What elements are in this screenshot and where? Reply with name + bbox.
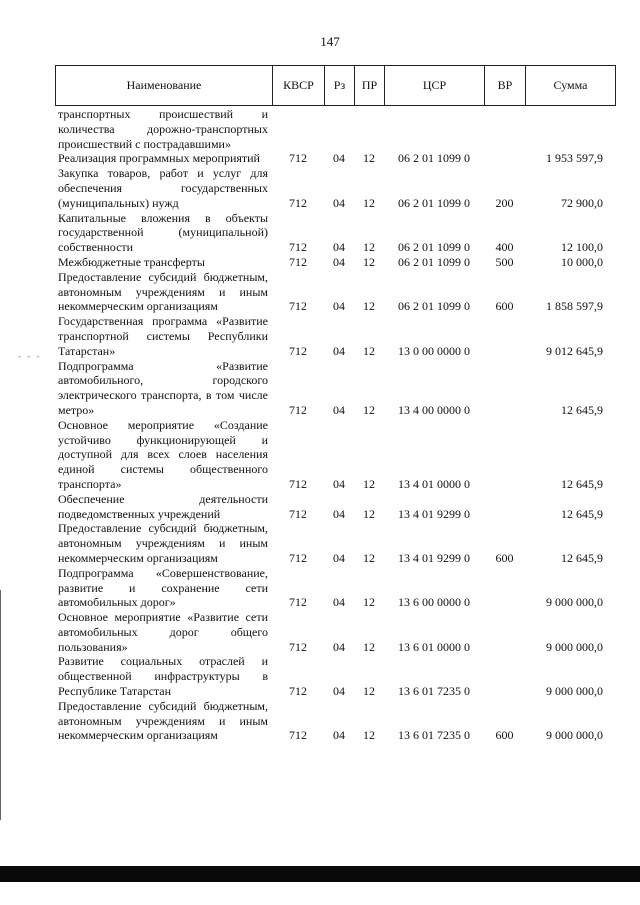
cell-rz: 04	[333, 343, 345, 358]
cell-rz: 04	[333, 550, 345, 565]
cell-kvsr: 712	[289, 684, 307, 699]
cell-sum: 9 000 000,0	[546, 639, 603, 654]
cell-kvsr: 712	[289, 402, 307, 417]
cell-vr	[484, 492, 525, 522]
column-header-rz: Рз	[325, 66, 355, 106]
cell-sum: 12 645,9	[561, 402, 603, 417]
cell-pr: 12	[363, 254, 375, 269]
cell-rz: 04	[333, 254, 345, 269]
cell-pr: 12	[363, 506, 375, 521]
budget-table	[55, 107, 615, 743]
cell-csr: 13 4 01 9299 0	[398, 550, 470, 565]
cell-vr	[484, 359, 525, 418]
cell-rz: 04	[333, 595, 345, 610]
cell-csr: 13 6 01 7235 0	[398, 684, 470, 699]
cell-kvsr: 712	[289, 151, 307, 166]
cell-csr: 13 0 00 0000 0	[398, 343, 470, 358]
cell-pr: 12	[363, 728, 375, 743]
cell-kvsr: 712	[289, 595, 307, 610]
column-header-sum: Сумма	[526, 66, 616, 106]
cell-rz: 04	[333, 299, 345, 314]
cell-sum: 9 000 000,0	[546, 684, 603, 699]
margin-dash-marks: - - -	[18, 351, 42, 361]
cell-csr: 06 2 01 1099 0	[398, 240, 470, 255]
cell-vr	[484, 566, 525, 610]
cell-pr: 12	[363, 299, 375, 314]
cell-kvsr: 712	[289, 195, 307, 210]
cell-csr: 06 2 01 1099 0	[398, 151, 470, 166]
cell-name: Предоставление субсидий бюджетным, автономным учреждениям и иным некоммерческим организациям	[58, 521, 268, 565]
cell-name: Государственная программа «Развитие транспортной системы Республики Татарстан»	[58, 314, 268, 358]
cell-csr: 13 6 00 0000 0	[398, 595, 470, 610]
table-row	[55, 211, 615, 255]
cell-sum: 12 645,9	[561, 506, 603, 521]
cell-vr	[484, 107, 525, 151]
table-row	[55, 314, 615, 358]
cell-kvsr: 712	[289, 728, 307, 743]
cell-vr: 600	[495, 728, 514, 743]
table-row	[55, 151, 615, 166]
cell-kvsr: 712	[289, 639, 307, 654]
cell-name: Предоставление субсидий бюджетным, автономным учреждениям и иным некоммерческим организациям	[58, 269, 268, 314]
cell-rz: 04	[333, 684, 345, 699]
cell-name: Подпрограмма «Совершенствование, развитие и сохранение сети автомобильных дорог»	[58, 565, 268, 610]
cell-vr	[484, 418, 525, 492]
column-header-csr: ЦСР	[385, 66, 485, 106]
cell-name: Основное мероприятие «Развитие сети автомобильных дорог общего пользования»	[58, 610, 268, 654]
table-row	[55, 521, 615, 565]
cell-rz	[324, 107, 354, 151]
cell-csr: 06 2 01 1099 0	[398, 195, 470, 210]
cell-sum: 10 000,0	[561, 254, 603, 269]
table-row	[55, 610, 615, 654]
cell-pr: 12	[363, 550, 375, 565]
cell-name: Капитальные вложения в объекты государственной (муниципальной) собственности	[58, 210, 268, 255]
cell-vr	[484, 314, 525, 358]
cell-rz: 04	[333, 151, 345, 166]
cell-pr: 12	[363, 476, 375, 491]
table-row	[55, 270, 615, 314]
cell-kvsr: 712	[289, 343, 307, 358]
cell-pr: 12	[363, 151, 375, 166]
cell-rz: 04	[333, 639, 345, 654]
cell-name: Закупка товаров, работ и услуг для обеспечения государственных (муниципальных) нужд	[58, 166, 268, 210]
cell-pr	[354, 107, 384, 151]
cell-csr: 13 4 01 0000 0	[398, 476, 470, 491]
column-header-name: Наименование	[56, 66, 273, 106]
cell-sum: 9 012 645,9	[546, 343, 603, 358]
cell-kvsr: 712	[289, 299, 307, 314]
cell-csr	[384, 107, 484, 151]
cell-pr: 12	[363, 240, 375, 255]
cell-name: транспортных происшествий и количества дорожно-транспортных происшествий с пострадавшими»	[58, 107, 268, 151]
cell-name: Реализация программных мероприятий	[58, 151, 260, 166]
cell-vr: 200	[495, 195, 514, 210]
cell-rz: 04	[333, 476, 345, 491]
cell-vr	[484, 151, 525, 166]
cell-kvsr: 712	[289, 506, 307, 521]
cell-name: Основное мероприятие «Создание устойчиво функционирующей и доступной для всех слоев населения единой системы общественного транспорта»	[58, 417, 268, 491]
cell-vr: 400	[495, 240, 514, 255]
cell-pr: 12	[363, 402, 375, 417]
table-row	[55, 566, 615, 610]
cell-csr: 13 4 01 9299 0	[398, 506, 470, 521]
cell-kvsr: 712	[289, 476, 307, 491]
cell-kvsr	[272, 107, 324, 151]
cell-csr: 13 4 00 0000 0	[398, 402, 470, 417]
cell-vr	[484, 654, 525, 698]
cell-sum: 72 900,0	[561, 195, 603, 210]
cell-kvsr: 712	[289, 240, 307, 255]
cell-name: Предоставление субсидий бюджетным, автономным учреждениям и иным некоммерческим организациям	[58, 698, 268, 743]
cell-csr: 06 2 01 1099 0	[398, 299, 470, 314]
table-row	[55, 107, 615, 151]
table-row	[55, 359, 615, 418]
cell-csr: 13 6 01 0000 0	[398, 639, 470, 654]
cell-name: Развитие социальных отраслей и общественной инфраструктуры в Республике Татарстан	[58, 654, 268, 699]
cell-sum: 1 858 597,9	[546, 299, 603, 314]
scan-bottom-border	[0, 866, 640, 882]
cell-sum: 1 953 597,9	[546, 151, 603, 166]
cell-pr: 12	[363, 639, 375, 654]
cell-sum	[525, 107, 615, 151]
cell-sum: 9 000 000,0	[546, 728, 603, 743]
cell-vr: 500	[495, 254, 514, 269]
cell-csr: 13 6 01 7235 0	[398, 728, 470, 743]
table-row	[55, 654, 615, 698]
cell-csr: 06 2 01 1099 0	[398, 254, 470, 269]
cell-pr: 12	[363, 684, 375, 699]
table-row	[55, 699, 615, 743]
table-row	[55, 255, 615, 270]
column-header-pr: ПР	[355, 66, 385, 106]
cell-name: Подпрограмма «Развитие автомобильного, городского электрического транспорта, в том числе метро»	[58, 358, 268, 417]
cell-rz: 04	[333, 506, 345, 521]
cell-name: Обеспечение деятельности подведомственных учреждений	[58, 491, 268, 521]
cell-name: Межбюджетные трансферты	[58, 254, 205, 269]
table-row	[55, 492, 615, 522]
cell-vr: 600	[495, 299, 514, 314]
cell-kvsr: 712	[289, 254, 307, 269]
page-number: 147	[320, 34, 340, 49]
cell-rz: 04	[333, 728, 345, 743]
cell-sum: 9 000 000,0	[546, 595, 603, 610]
cell-rz: 04	[333, 402, 345, 417]
cell-pr: 12	[363, 343, 375, 358]
table-row	[55, 166, 615, 210]
column-header-kvsr: КВСР	[273, 66, 325, 106]
cell-vr: 600	[495, 550, 514, 565]
cell-sum: 12 100,0	[561, 240, 603, 255]
column-header-vr: ВР	[485, 66, 526, 106]
cell-rz: 04	[333, 240, 345, 255]
table-header	[55, 65, 616, 106]
cell-pr: 12	[363, 195, 375, 210]
cell-pr: 12	[363, 595, 375, 610]
table-body	[55, 107, 615, 743]
cell-vr	[484, 610, 525, 654]
table-row	[55, 418, 615, 492]
cell-rz: 04	[333, 195, 345, 210]
cell-sum: 12 645,9	[561, 550, 603, 565]
scan-edge-line	[0, 590, 1, 820]
cell-kvsr: 712	[289, 550, 307, 565]
cell-sum: 12 645,9	[561, 476, 603, 491]
